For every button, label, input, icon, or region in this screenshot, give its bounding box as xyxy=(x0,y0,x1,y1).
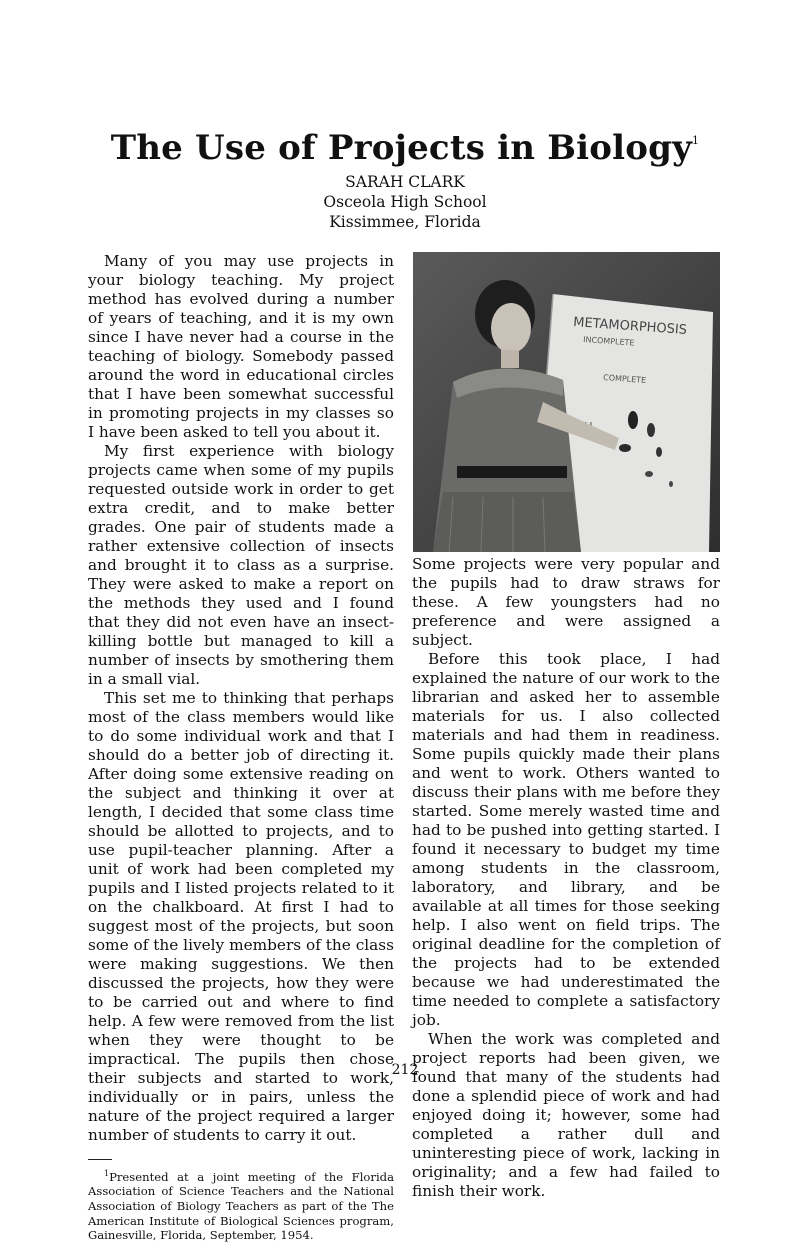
student-face xyxy=(491,303,531,353)
page-number: 212 xyxy=(391,1062,419,1078)
paragraph: Some projects were very popular and the pupils had to draw straws for these. A few youngsters had no preference and were assigned a subject. xyxy=(412,555,720,649)
author-name: SARAH CLARK xyxy=(345,173,465,191)
photo-illustration xyxy=(413,252,720,552)
paragraph: Before this took place, I had explained the nature of our work to the librarian and asked her to assemble materials for us. I also collected materials and had them in readiness. Some pupils quickly made their plans and went to work. Others wanted to discuss their plans with me before they started. Some merely wasted time and had to be pushed into getting started. I found it necessary to budget my time among students in the classroom, laboratory, and library, and be available at all times for those seeking help. I also went on field trips. The original deadline for the completion of the projects had to be extended because we had underestimated the time needed to complete a satisfactory job. xyxy=(412,650,720,1029)
specimen-insect xyxy=(647,423,655,437)
right-column xyxy=(412,555,720,1201)
school-location: Kissimmee, Florida xyxy=(329,213,481,231)
photo-student-with-chart xyxy=(413,252,720,552)
left-column xyxy=(88,252,394,1243)
paragraph: When the work was completed and project reports had been given, we found that many of the students had done a splendid piece of work and had enjoyed doing it; however, some had completed a rather dull and uninteresting piece of work, lacking in originality; and a few had failed to finish their work. xyxy=(412,1030,720,1200)
poster-heading: METAMORPHOSIS xyxy=(572,315,688,338)
poster-subheading-complete: COMPLETE xyxy=(602,373,647,385)
paragraph: Many of you may use projects in your biology teaching. My project method has evolved during a number of years of teaching, and it is my own since I have never had a course in the teaching of biology. Somebody passed around the word in educational circles that I have been somewhat successful in promoting projects in my classes so I have been asked to tell you about it. xyxy=(88,252,394,441)
footnote-mark: 1 xyxy=(104,1169,110,1178)
specimen-insect xyxy=(628,411,638,429)
footnote-text: Presented at a joint meeting of the Florida Association of Science Teachers and the National Association of Biology Teachers as part of the The American Institute of Biological Sciences program, Gainesville, Florida, September, 1954. xyxy=(88,1169,394,1243)
footnote-rule xyxy=(88,1159,112,1160)
school-name: Osceola High School xyxy=(323,193,487,211)
byline xyxy=(0,172,810,232)
paragraph: This set me to thinking that perhaps most of the class members would like to do some individual work and that I should do a better job of directing it. After doing some extensive reading on the subject and thinking it over at length, I decided that some class time should be allotted to projects, and to use pupil-teacher planning. After a unit of work had been completed my pupils and I listed projects related to it on the chalkboard. At first I had to suggest most of the projects, but soon some of the lively members of the class were making suggestions. We then discussed the projects, how they were to be carried out and where to find help. A few were removed from the list when they were thought to be impractical. The pupils then chose their subjects and started to work, individually or in pairs, unless the nature of the project required a larger number of students to carry it out. xyxy=(88,689,394,1144)
specimen-insect xyxy=(619,444,631,452)
footnote xyxy=(88,1167,394,1243)
paragraph: My first experience with biology projects came when some of my pupils requested outside work in order to get extra credit, and to make better grades. One pair of students made a rather extensive collection of insects and brought it to class as a surprise. They were asked to make a report on the methods they used and I found that they did not even have an insect-killing bottle but managed to kill a number of insects by smothering them in a small vial. xyxy=(88,442,394,688)
title-text: The Use of Projects in Biology xyxy=(110,128,693,168)
specimen-insect xyxy=(669,481,673,487)
specimen-insect xyxy=(656,447,662,457)
specimen-insect xyxy=(645,471,653,477)
title-footnote-mark: 1 xyxy=(692,134,700,147)
student-belt xyxy=(457,466,567,478)
article-title xyxy=(0,128,810,168)
poster-subheading-incomplete: INCOMPLETE xyxy=(582,335,635,348)
